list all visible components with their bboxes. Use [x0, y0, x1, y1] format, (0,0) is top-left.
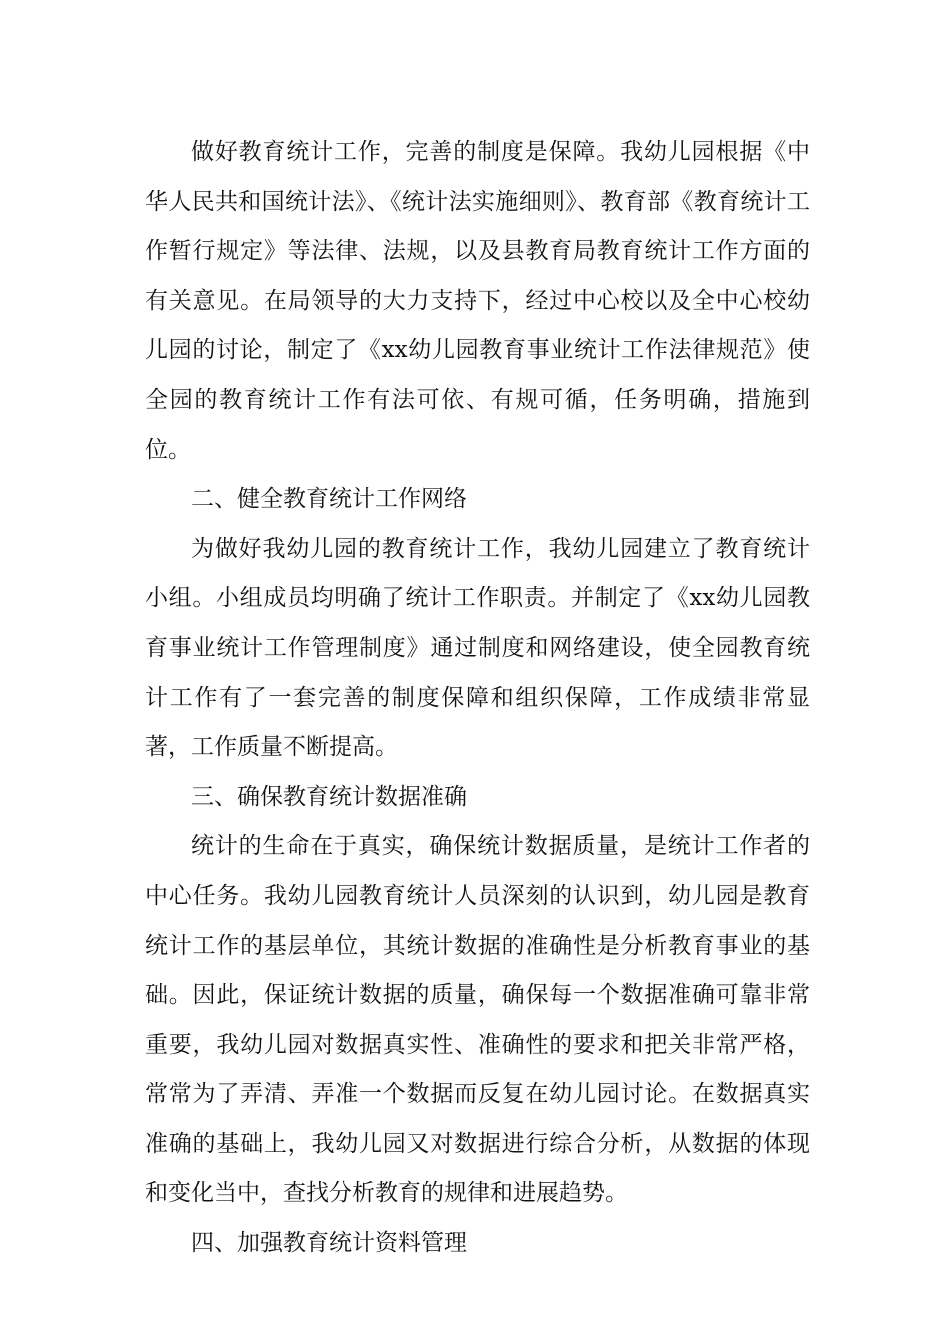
paragraph-institution-system: 做好教育统计工作，完善的制度是保障。我幼儿园根据《中华人民共和国统计法》、《统计法实施细则》、教育部《教育统计工作暂行规定》等法律、法规，以及县教育局教育统计工作方面的有关意见。在局领导的大力支持下，经过中心校以及全中心校幼儿园的讨论，制定了《xx幼儿园教育事业统计工作法律规范》使全园的教育统计工作有法可依、有规可循，任务明确，措施到位。 — [145, 139, 810, 463]
document-body — [145, 128, 810, 1269]
section-heading-records-management: 四、加强教育统计资料管理 — [191, 1230, 467, 1257]
section-heading-network: 二、健全教育统计工作网络 — [191, 486, 467, 513]
paragraph-data-quality: 统计的生命在于真实，确保统计数据质量，是统计工作者的中心任务。我幼儿园教育统计人员深刻的认识到，幼儿园是教育统计工作的基层单位，其统计数据的准确性是分析教育事业的基础。因此，保证统计数据的质量，确保每一个数据准确可靠非常重要，我幼儿园对数据真实性、准确性的要求和把关非常严格，常常为了弄清、弄准一个数据而反复在幼儿园讨论。在数据真实准确的基础上，我幼儿园又对数据进行综合分析，从数据的体现和变化当中，查找分析教育的规律和进展趋势。 — [145, 833, 810, 1207]
section-heading-data-accuracy: 三、确保教育统计数据准确 — [191, 783, 467, 810]
paragraph-statistics-group: 为做好我幼儿园的教育统计工作，我幼儿园建立了教育统计小组。小组成员均明确了统计工作职责。并制定了《xx幼儿园教育事业统计工作管理制度》通过制度和网络建设，使全园教育统计工作有了一套完善的制度保障和组织保障，工作成绩非常显著，工作质量不断提高。 — [145, 535, 810, 761]
